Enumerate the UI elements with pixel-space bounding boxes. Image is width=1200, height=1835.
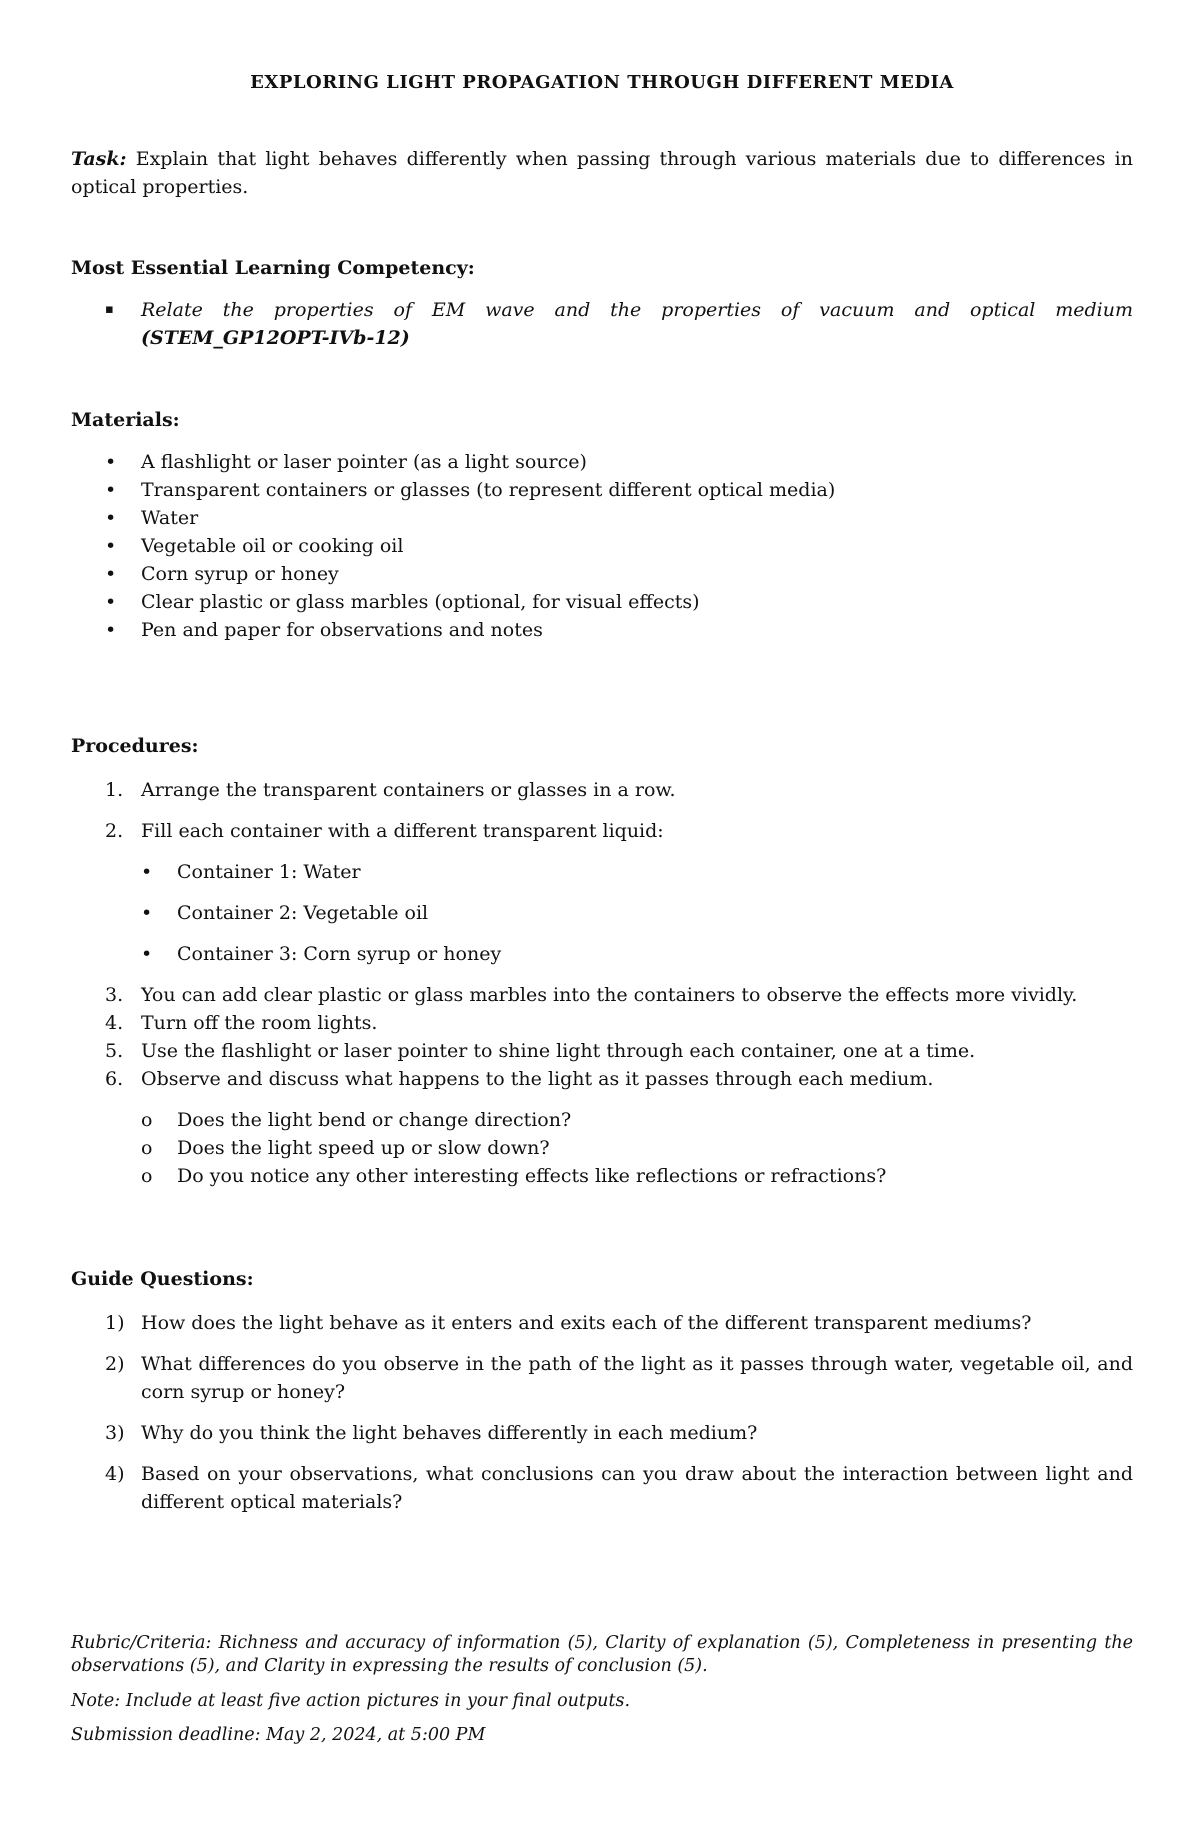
question-number: 4) <box>105 1463 125 1485</box>
task-paragraph <box>71 145 1133 201</box>
container-item: • Container 3: Corn syrup or honey <box>71 940 1133 968</box>
procedure-step: 3. You can add clear plastic or glass marbles into the containers to observe the effects more vividly. <box>71 981 1133 1009</box>
observe-item: o Do you notice any other interesting effects like reflections or refractions? <box>71 1162 1133 1190</box>
procedure-step: 5. Use the flashlight or laser pointer to shine light through each container, one at a time. <box>71 1037 1133 1065</box>
step-number: 2. <box>105 820 124 842</box>
step-number: 3. <box>105 984 124 1006</box>
list-item: • Corn syrup or honey <box>71 560 1133 588</box>
question-number: 2) <box>105 1353 125 1375</box>
list-item: • Pen and paper for observations and notes <box>71 616 1133 644</box>
circle-bullet-icon: o <box>141 1109 153 1131</box>
procedures-heading: Procedures: <box>71 735 199 757</box>
step-number: 6. <box>105 1068 124 1090</box>
guide-question: 1) How does the light behave as it enters and exits each of the different transparent mediums? <box>71 1309 1133 1337</box>
observe-item: o Does the light speed up or slow down? <box>71 1134 1133 1162</box>
guide-questions-list <box>71 1309 1133 1516</box>
melc-item <box>71 296 1133 352</box>
materials-list <box>71 448 1133 644</box>
procedure-step: 1. Arrange the transparent containers or glasses in a row. <box>71 776 1133 804</box>
bullet-icon: • <box>141 861 153 883</box>
task-label: Task: <box>71 148 127 170</box>
melc-code: (STEM_GP12OPT-IVb-12) <box>141 327 410 349</box>
container-item: • Container 1: Water <box>71 858 1133 886</box>
list-item: • Transparent containers or glasses (to represent different optical media) <box>71 476 1133 504</box>
step-number: 4. <box>105 1012 124 1034</box>
question-number: 3) <box>105 1422 125 1444</box>
bullet-icon: • <box>105 507 117 529</box>
circle-bullet-icon: o <box>141 1165 153 1187</box>
step-number: 5. <box>105 1040 124 1062</box>
list-item: • Vegetable oil or cooking oil <box>71 532 1133 560</box>
bullet-icon: • <box>105 479 117 501</box>
list-item: • Clear plastic or glass marbles (optional, for visual effects) <box>71 588 1133 616</box>
task-text: Explain that light behaves differently when passing through various materials due to differences in optical properties. <box>71 148 1133 198</box>
guide-question: 3) Why do you think the light behaves differently in each medium? <box>71 1419 1133 1447</box>
bullet-icon: • <box>141 943 153 965</box>
materials-heading: Materials: <box>71 409 180 431</box>
list-item: • Water <box>71 504 1133 532</box>
circle-bullet-icon: o <box>141 1137 153 1159</box>
melc-text-block <box>141 296 1133 352</box>
procedure-step: 4. Turn off the room lights. <box>71 1009 1133 1037</box>
square-bullet-icon: ▪ <box>105 302 114 317</box>
container-item: • Container 2: Vegetable oil <box>71 899 1133 927</box>
step-number: 1. <box>105 779 124 801</box>
document-page <box>71 0 1133 1835</box>
observe-item: o Does the light bend or change direction? <box>71 1106 1133 1134</box>
rubric-text: Rubric/Criteria: Richness and accuracy of information (5), Clarity of explanation (5), Completeness in presenting the observations (5), and Clarity in expressing the results of conclusion (5). <box>71 1633 1133 1676</box>
bullet-icon: • <box>105 563 117 585</box>
melc-text: Relate the properties of EM wave and the properties of vacuum and optical medium <box>141 299 1133 321</box>
bullet-icon: • <box>105 591 117 613</box>
document-title: EXPLORING LIGHT PROPAGATION THROUGH DIFFERENT MEDIA <box>250 72 954 93</box>
procedure-step: 6. Observe and discuss what happens to the light as it passes through each medium. <box>71 1065 1133 1093</box>
melc-heading: Most Essential Learning Competency: <box>71 257 475 279</box>
bullet-icon: • <box>105 535 117 557</box>
procedures-list <box>71 776 1133 1190</box>
bullet-icon: • <box>105 619 117 641</box>
guide-question: 2) What differences do you observe in the path of the light as it passes through water, vegetable oil, and corn syrup or honey? <box>71 1350 1133 1406</box>
list-item: • A flashlight or laser pointer (as a light source) <box>71 448 1133 476</box>
question-number: 1) <box>105 1312 125 1334</box>
guide-question: 4) Based on your observations, what conclusions can you draw about the interaction between light and different optical materials? <box>71 1460 1133 1516</box>
bullet-icon: • <box>141 902 153 924</box>
deadline-text: Submission deadline: May 2, 2024, at 5:00 PM <box>71 1725 486 1745</box>
bullet-icon: • <box>105 451 117 473</box>
note-text: Note: Include at least five action pictures in your final outputs. <box>71 1691 631 1711</box>
procedure-step: 2. Fill each container with a different transparent liquid: <box>71 817 1133 845</box>
guide-heading: Guide Questions: <box>71 1268 254 1290</box>
